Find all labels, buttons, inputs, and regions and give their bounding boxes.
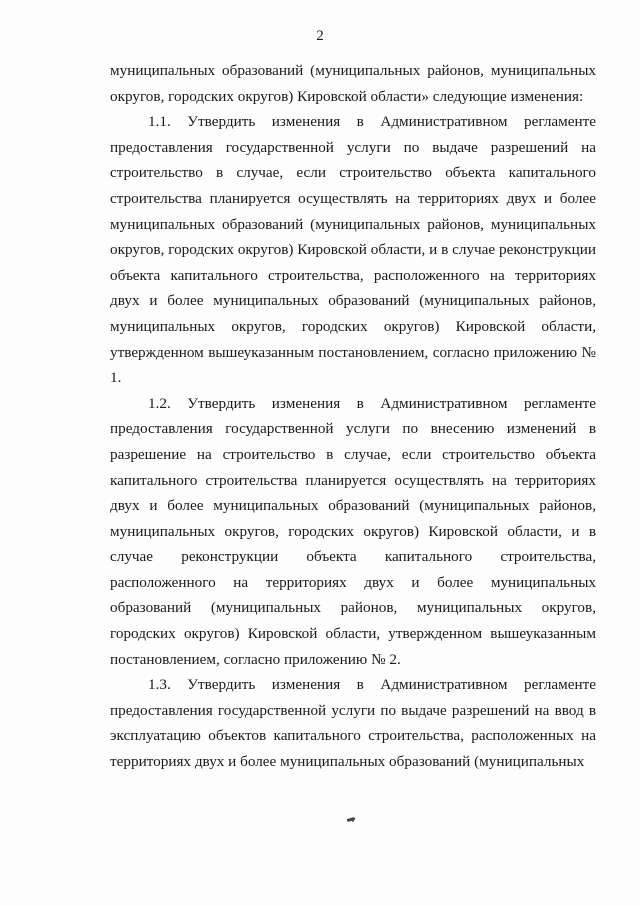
paragraph-1-2: 1.2. Утвердить изменения в Административном регламенте предоставления государственной услуги по внесению изменений в разрешение на строительство в случае, если строительство объекта капитального строительства планируется осуществлять на территориях двух и более муниципальных образований (муниципальных районов, муниципальных округов, городских округов) Кировской области, и в случае реконструкции объекта капитального строительства, расположенного на территориях двух и более муниципальных образований (муниципальных районов, муниципальных округов, городских округов) Кировской области, утвержденном вышеуказанным постановлением, согласно приложению № 2.	[110, 394, 596, 668]
paragraph-continuation: муниципальных образований (муниципальных районов, муниципальных округов, городских округов) Кировской области» следующие изменения:	[110, 62, 596, 105]
paragraph-1-1: 1.1. Утвердить изменения в Административном регламенте предоставления государственной услуги по выдаче разрешений на строительство в случае, если строительство объекта капитального строительства планируется осуществлять на территориях двух и более муниципальных образований (муниципальных районов, муниципальных округов, городских округов) Кировской области, и в случае реконструкции объекта капитального строительства, расположенного на территориях двух и более муниципальных образований (муниципальных районов, муниципальных округов, городских округов) Кировской области, утвержденном вышеуказанным постановлением, согласно приложению № 1.	[110, 113, 596, 387]
scan-artifact-dot	[352, 820, 354, 822]
paragraph-1-3: 1.3. Утвердить изменения в Административном регламенте предоставления государственной услуги по выдаче разрешений на ввод в эксплуатацию объектов капитального строительства, расположенных на территориях двух и более муниципальных образований (муниципальных	[110, 676, 596, 771]
document-body	[110, 58, 596, 775]
page-number: 2	[316, 28, 324, 44]
